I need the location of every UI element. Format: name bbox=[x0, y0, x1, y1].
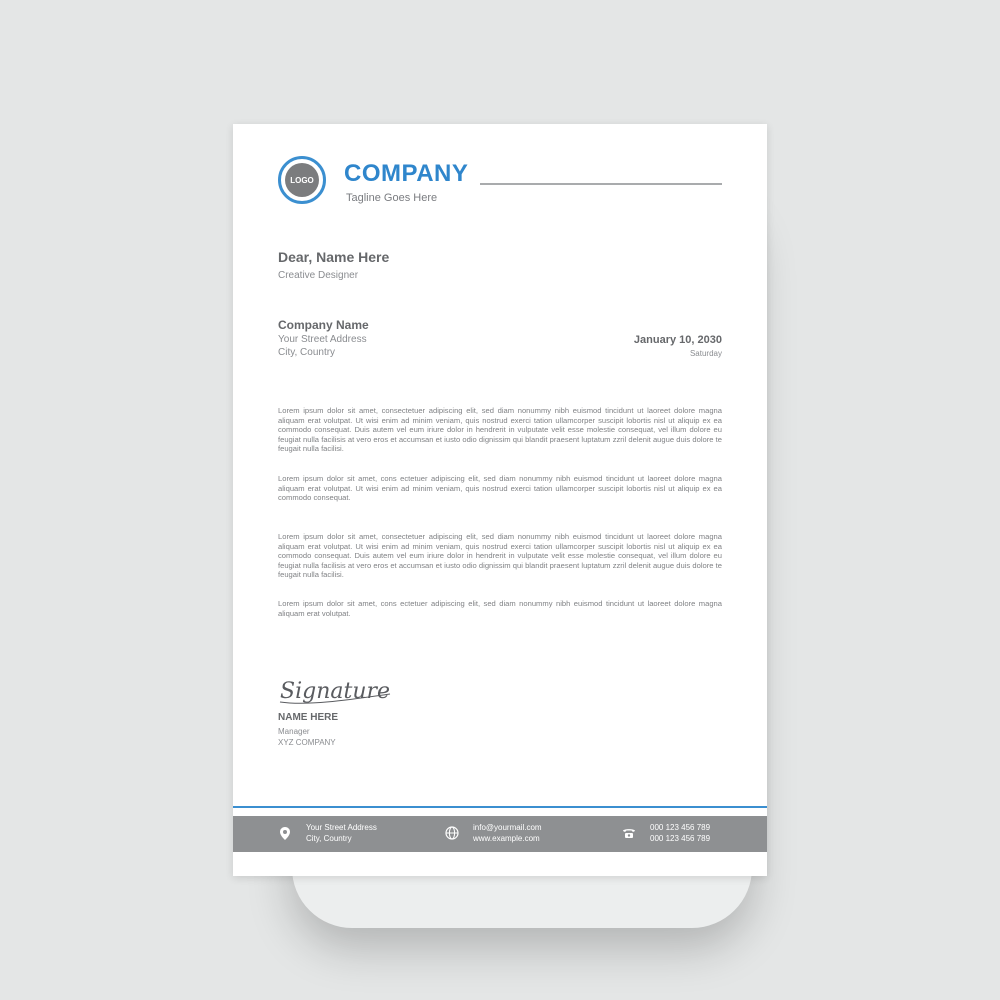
signer-role: Manager bbox=[278, 727, 310, 736]
location-pin-icon bbox=[278, 826, 292, 840]
footer-accent-line bbox=[233, 806, 767, 808]
company-address-name: Company Name bbox=[278, 318, 369, 332]
company-address-city: City, Country bbox=[278, 347, 336, 358]
signature-graphic bbox=[278, 672, 398, 708]
tagline: Tagline Goes Here bbox=[346, 192, 438, 204]
globe-icon bbox=[445, 826, 459, 840]
footer-email[interactable]: info@yourmail.com bbox=[473, 823, 542, 832]
company-name: COMPANY bbox=[344, 160, 469, 187]
letter-date: January 10, 2030 bbox=[633, 334, 722, 346]
body-paragraph-4: Lorem ipsum dolor sit amet, cons ectetuer adipiscing elit, sed diam nonummy nibh euismod tincidunt ut laoreet dolore magna aliquam erat volutpat. bbox=[278, 599, 722, 618]
letterhead-page bbox=[233, 124, 767, 876]
date-block bbox=[634, 334, 722, 360]
signer-company: XYZ COMPANY bbox=[278, 738, 336, 747]
logo bbox=[278, 156, 326, 204]
footer-phone-2: 000 123 456 789 bbox=[650, 834, 711, 843]
footer-address bbox=[278, 822, 377, 844]
body-paragraph-2: Lorem ipsum dolor sit amet, cons ectetuer adipiscing elit, sed diam nonummy nibh euismod tincidunt ut laoreet dolore magna aliquam erat volutpat. Ut wisi enim ad minim veniam, quis nostrud exerci tation ullamcorper suscipit lobortis nisl ut aliquip ex ea commodo consequat. bbox=[278, 474, 722, 502]
body-paragraph-1: Lorem ipsum dolor sit amet, consectetuer adipiscing elit, sed diam nonummy nibh euismod tincidunt ut laoreet dolore magna aliquam erat volutpat. Ut wisi enim ad minim veniam, quis nostrud exerci tation ullamcorper suscipit lobortis nisl ut aliquip ex ea commodo consequat. Duis autem vel eum iriure dolor in hendrerit in vulputate velit esse molestie consequat, vel illum dolore eu feugiat nulla facilisis at vero eros et accumsan et iusto odio dignissim qui blandit praesent luptatum zzril delenit augue duis dolore te feugait nulla facilisi. bbox=[278, 406, 722, 453]
company-address bbox=[278, 318, 369, 359]
footer-address-line1: Your Street Address bbox=[306, 823, 377, 832]
signature-script-text: Signature bbox=[280, 679, 391, 704]
letter-day: Saturday bbox=[689, 349, 722, 358]
logo-text: LOGO bbox=[285, 163, 319, 197]
company-address-street: Your Street Address bbox=[278, 334, 367, 345]
recipient-title: Creative Designer bbox=[278, 270, 359, 281]
footer-website[interactable]: www.example.com bbox=[473, 834, 540, 843]
signer-name: NAME HERE bbox=[278, 712, 339, 723]
body-paragraph-3: Lorem ipsum dolor sit amet, consectetuer adipiscing elit, sed diam nonummy nibh euismod tincidunt ut laoreet dolore magna aliquam erat volutpat. Ut wisi enim ad minim veniam, quis nostrud exerci tation ullamcorper suscipit lobortis nisl ut aliquip ex ea commodo consequat. Duis autem vel eum iriure dolor in hendrerit in vulputate velit esse molestie consequat, vel illum dolore eu feugiat nulla facilisis at vero eros et accumsan et iusto odio dignissim qui blandit praesent luptatum zzril delenit augue duis dolore te feugait nulla facilisi. bbox=[278, 532, 722, 579]
footer-web bbox=[445, 822, 542, 844]
footer-bar bbox=[233, 816, 767, 852]
phone-icon bbox=[622, 826, 636, 840]
recipient-greeting: Dear, Name Here bbox=[278, 249, 390, 265]
signer-details bbox=[278, 726, 336, 748]
footer-phone bbox=[622, 822, 710, 844]
footer-phone-1: 000 123 456 789 bbox=[650, 823, 711, 832]
header-divider bbox=[480, 183, 722, 185]
footer-address-line2: City, Country bbox=[306, 834, 352, 843]
